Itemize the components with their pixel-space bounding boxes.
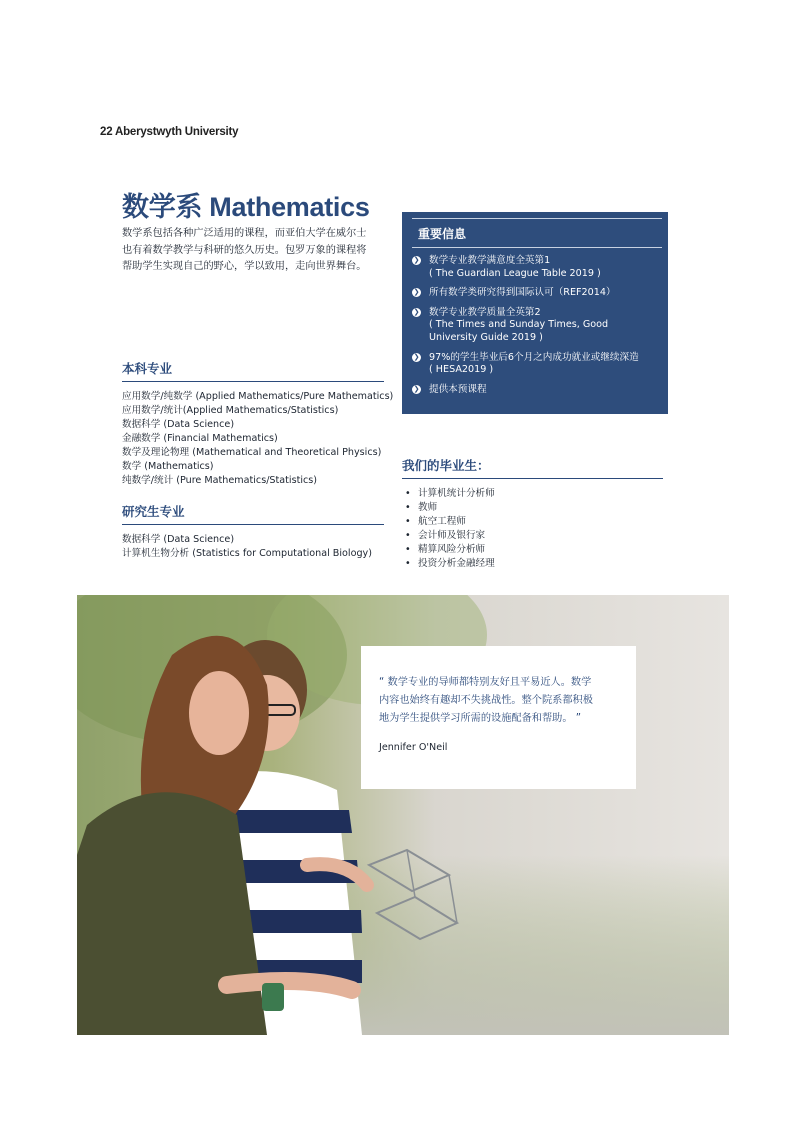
bullet-icon: • (405, 488, 411, 499)
key-info-text: 所有数学类研究得到国际认可（REF2014） (429, 287, 616, 299)
undergraduate-heading: 本科专业 (122, 359, 384, 382)
key-info-title: 重要信息 (412, 219, 662, 248)
key-info-item (411, 255, 662, 280)
list-item-label: 精算风险分析师 (418, 544, 486, 556)
key-info-text: 数学专业教学质量全英第2 (429, 306, 541, 318)
testimonial-quote (379, 674, 620, 728)
chevron-right-icon: ❯ (413, 307, 420, 316)
list-item: 金融数学 (Financial Mathematics) (122, 433, 278, 444)
list-item-label: 投资分析金融经理 (418, 558, 495, 570)
list-item-label: 会计师及银行家 (418, 530, 486, 542)
intro-paragraph (122, 226, 384, 276)
key-info-item (411, 384, 662, 397)
list-item: 应用数学/纯数学 (Applied Mathematics/Pure Mathematics) (122, 391, 394, 402)
list-item: 数学 (Mathematics) (122, 461, 214, 472)
quote-line: 内容也始终有趣却不失挑战性。整个院系都积极 (379, 695, 593, 706)
key-info-text: 97%的学生毕业后6个月之内成功就业或继续深造 (429, 351, 639, 363)
intro-line: 也有着数学教学与科研的悠久历史。包罗万象的课程将 (122, 244, 367, 256)
intro-line: 帮助学生实现自己的野心，学以致用，走向世界舞台。 (122, 261, 367, 272)
list-item (404, 557, 495, 571)
chevron-right-icon: ❯ (413, 352, 420, 361)
list-item (404, 543, 495, 557)
bullet-icon: • (405, 558, 411, 570)
page-title: 数学系 Mathematics (122, 192, 370, 222)
bullet-icon: • (405, 516, 411, 528)
chevron-right-icon: ❯ (413, 384, 420, 393)
key-info-item (411, 352, 662, 377)
list-item-label: 计算机统计分析师 (418, 488, 495, 499)
list-item: 数据科学 (Data Science) (122, 419, 235, 430)
chevron-right-icon: ❯ (413, 256, 420, 264)
graduates-list (404, 487, 495, 572)
key-info-item (411, 307, 662, 345)
graduates-heading: 我们的毕业生： (402, 456, 663, 479)
key-info-text: 数学专业教学满意度全英第1 (429, 255, 551, 266)
bullet-icon: • (405, 544, 411, 556)
key-info-box (402, 212, 668, 414)
quote-line: “ 数学专业的导师都特别友好且平易近人。数学 (379, 677, 592, 688)
list-item (404, 501, 495, 515)
bullet-icon: • (405, 530, 411, 542)
key-info-text: ( The Guardian League Table 2019 ) (429, 267, 601, 279)
list-item (404, 515, 495, 529)
testimonial-card (361, 646, 636, 789)
list-item: 数据科学 (Data Science) (122, 534, 235, 545)
running-head: 22 Aberystwyth University (100, 126, 239, 138)
list-item: 计算机生物分析 (Statistics for Computational Biology) (122, 548, 372, 559)
list-item: 数学及理论物理 (Mathematical and Theoretical Physics) (122, 447, 382, 458)
list-item-label: 教师 (418, 502, 438, 514)
key-info-text: ( The Times and Sunday Times, Good (429, 319, 609, 331)
chevron-right-icon: ❯ (413, 288, 420, 297)
undergraduate-list (122, 390, 393, 488)
list-item: 纯数学/统计 (Pure Mathematics/Statistics) (122, 475, 318, 486)
list-item (404, 529, 495, 543)
intro-line: 数学系包括各种广泛适用的课程，而亚伯大学在威尔士 (122, 228, 367, 239)
quote-line: 地为学生提供学习所需的设施配备和帮助。 ” (379, 713, 582, 724)
key-info-text: University Guide 2019 ) (429, 331, 543, 343)
list-item: 应用数学/统计(Applied Mathematics/Statistics) (122, 405, 339, 416)
key-info-text: ( HESA2019 ) (429, 364, 494, 376)
key-info-list (411, 255, 662, 396)
postgraduate-heading: 研究生专业 (122, 502, 384, 525)
bullet-icon: • (405, 502, 411, 514)
list-item-label: 航空工程师 (418, 516, 466, 528)
key-info-item (411, 287, 662, 300)
postgraduate-list (122, 533, 372, 561)
key-info-text: 提供本预课程 (429, 383, 487, 395)
testimonial-author: Jennifer O'Neil (379, 742, 448, 753)
list-item (404, 487, 495, 501)
